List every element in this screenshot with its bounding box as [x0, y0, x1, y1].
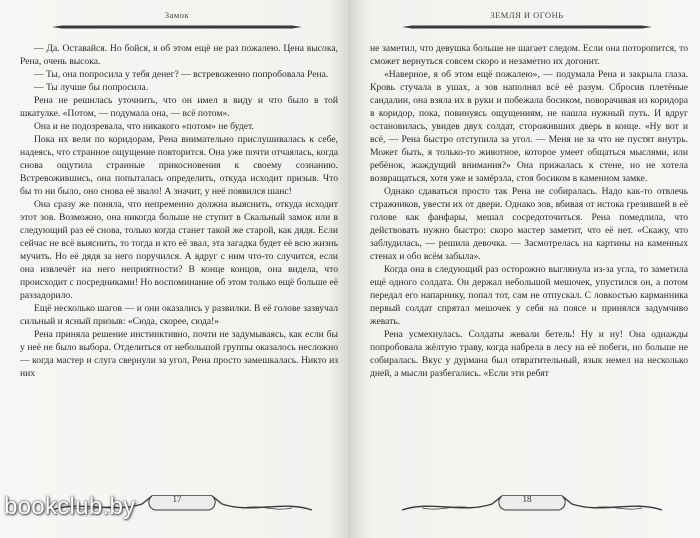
left-running-head-title: Замок [164, 10, 190, 20]
left-page [12, 0, 342, 538]
right-footer-ornament [362, 486, 692, 518]
paragraph: — Ты, она попросила у тебя денег? — встревоженно попробовала Рена. [34, 69, 329, 80]
paragraph: — Ты лучше бы попросила. [34, 82, 149, 93]
right-page [362, 0, 692, 538]
paragraph: Рена приняла решение инстинктивно, почти не задумываясь, как если бы у неё не было выбора. Отделиться от небольшой группы оказалось несложно — когда мастер и слуга свернули за угол, Рена просто замешкалась. Никто из них [20, 329, 338, 379]
right-running-head-title: ЗЕМЛЯ И ОГОНЬ [490, 10, 564, 20]
left-page-body [20, 42, 338, 482]
paragraph: Когда она в следующий раз осторожно выглянула из-за угла, то заметила ещё одного солдата. Он держал небольшой мешочек, упустился он, а потом передал его напарнику, попал тот, сам не отпускал. С ловкостью карманника первый солдат спрятал мешочек у себя на поясе и принялся задумчиво жевать. [370, 264, 688, 327]
page-number: 17 [172, 494, 182, 504]
paragraph: — Да. Оставайся. Но бойся, я об этом ещё не раз пожалею. Цена высока, Рена, очень высока. [20, 43, 338, 67]
paragraph: Рена не решилась уточнить, что он имел в виду и что было в той шкатулке. «Потом, — подумала она, — всё потом». [20, 95, 338, 119]
header-rule-ornament [402, 24, 652, 30]
left-running-head [12, 8, 342, 36]
paragraph: Рена усмехнулась. Солдаты жевали бетель! Ну и ну! Она однажды попробовала жёлтую траву, когда набрела в лесу на её побеги, но больше не собиралась. Вкус у дурмана был отвратительный, язык немел на несколько дней, а мысли разбегались. «Если эти ребят [370, 329, 688, 379]
watermark-logo: bookclub.by [4, 493, 136, 520]
paragraph: не заметил, что девушка больше не шагает следом. Если она поторопится, то сможет вернуться совсем скоро и незаметно их догонит. [370, 43, 688, 67]
page-number: 18 [522, 494, 532, 504]
header-rule-ornament [52, 24, 302, 30]
right-running-head [362, 8, 692, 36]
right-page-body [370, 42, 688, 482]
paragraph: Пока их вели по коридорам, Рена внимательно прислушивалась к себе, надеясь, что странное ощущение повторится. Она уже почти отчаялась, когда снова ощутила странные прикосновения к своему сознанию. Встревожившись, она попыталась определить, откуда исходит призыв. Что бы то ни было, оно снова её звало! А значит, у неё появился шанс! [20, 134, 338, 197]
paragraph: «Наверное, я об этом ещё пожалею», — подумала Рена и закрыла глаза. Кровь стучала в ушах, а зов наполнял всё её разум. Сбросив плетёные сандалии, она взяла их в руки и побежала босиком, поворачивая из коридора в коридор, пока, повинуясь ощущениям, не нашла нужный путь. И вдруг остановилась, увидев двух солдат, стороживших дверь в конце. «Ну вот и всё, — Рена быстро отступила за угол. — Меня не за что не пустят внутрь. Может быть, я только-то животное, которое умеет общаться мыслями, или ребёнок, жаждущий внимания?» Она прижалась к стене, но не хотела возвращаться, хотя уже и замёрзла, стоя босиком в каменном замке. [370, 69, 688, 184]
paragraph: Однако сдаваться просто так Рена не собиралась. Надо как-то отвлечь стражников, увести их от двери. Однако зов, вбивая от истока грезившей в её голове как фанфары, мешал сосредоточиться. Рена помедлила, что действовать нужно быстро: скоро мастер заметит, что её нет. «Скажу, что заблудилась, — решила девочка. — Засмотрелась на картины на каменных стенах и обо всём забыла». [370, 186, 688, 262]
paragraph: Она и не подозревала, что никакого «потом» не будет. [34, 121, 254, 132]
paragraph: Она сразу же поняла, что непременно должна выяснить, откуда исходит этот зов. Возможно, она никогда больше не ступит в Скальный замок или в следующий раз её снова, только когда станет такой же старой, как дядя. Если сейчас не всё выяснить, то тогда и кто её звал, эта загадка будет её всю жизнь мучить. Но её дядя за него поручился. А вдруг с ним что-то случится, если она извлечёт на него неприятности? В конце концов, она видела, что происходит с посредниками! Но воспоминание об этом только ещё больше её раззадорило. [20, 199, 338, 301]
paragraph: Ещё несколько шагов — и они оказались у развилки. В её голове зазвучал сильный и ясный призыв: «Сюда, скорее, сюда!» [20, 303, 338, 327]
